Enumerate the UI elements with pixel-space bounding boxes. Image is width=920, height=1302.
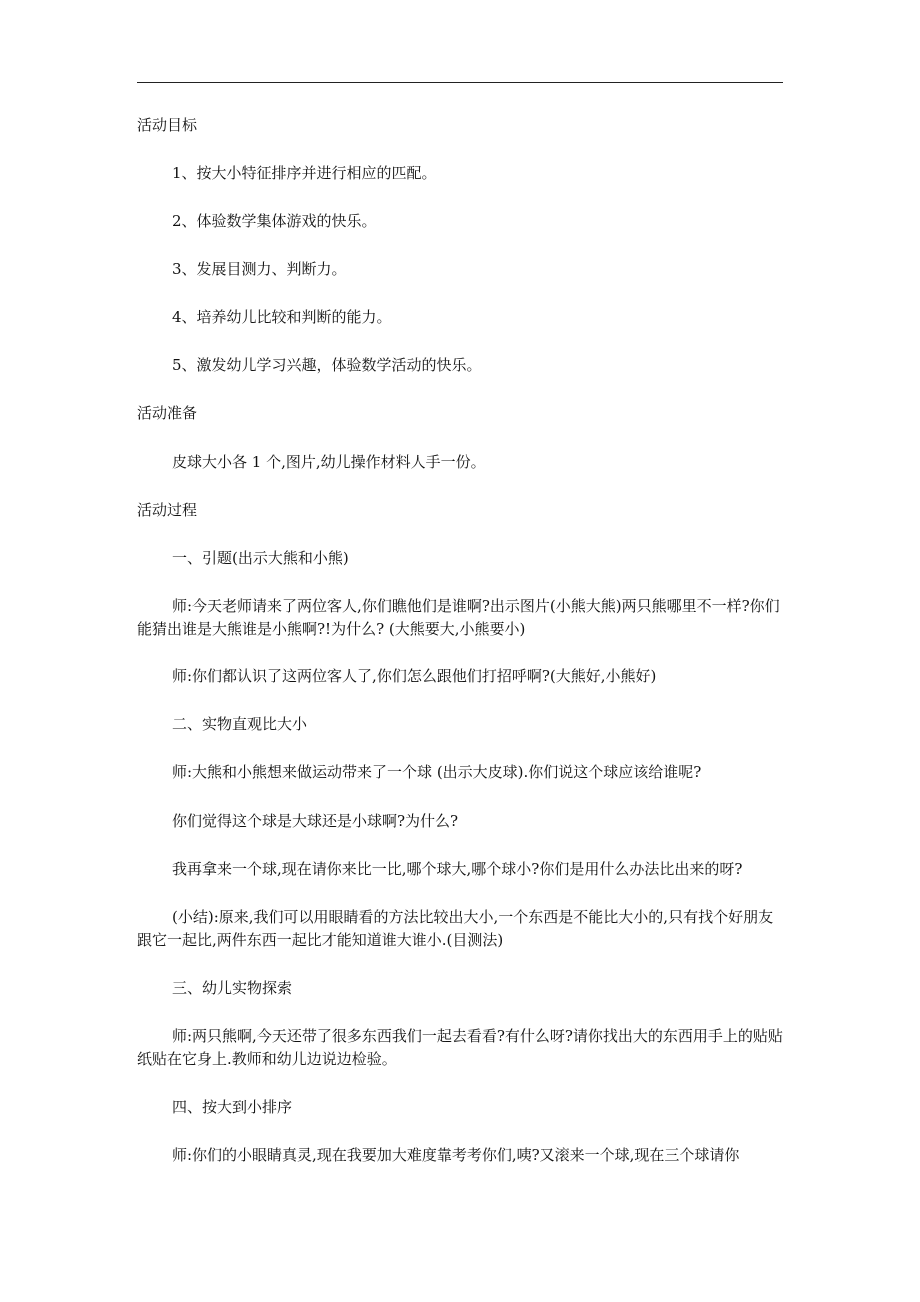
section-heading-goals: 活动目标 xyxy=(137,116,198,134)
paragraph: 师:你们的小眼睛真灵,现在我要加大难度靠考考你们,咦?又滚来一个球,现在三个球请你 xyxy=(172,1146,740,1164)
prep-text: 皮球大小各 1 个,图片,幼儿操作材料人手一份。 xyxy=(172,453,486,471)
step-heading: 三、幼儿实物探索 xyxy=(172,979,293,997)
paragraph: 你们觉得这个球是大球还是小球啊?为什么? xyxy=(172,812,459,830)
goal-item: 4、培养幼儿比较和判断的能力。 xyxy=(172,308,392,326)
step-heading: 二、实物直观比大小 xyxy=(172,715,308,733)
paragraph: 师:两只熊啊,今天还带了很多东西我们一起去看看?有什么呀?请你找出大的东西用手上的贴贴纸贴在它身上.教师和幼儿边说边检验。 xyxy=(137,1027,783,1068)
goal-item: 3、发展目测力、判断力。 xyxy=(172,260,347,278)
goal-item: 2、体验数学集体游戏的快乐。 xyxy=(172,212,377,230)
paragraph: (小结):原来,我们可以用眼睛看的方法比较出大小,一个东西是不能比大小的,只有找个好朋友跟它一起比,两件东西一起比才能知道谁大谁小.(目测法) xyxy=(137,908,774,949)
paragraph: 师:大熊和小熊想来做运动带来了一个球 (出示大皮球).你们说这个球应该给谁呢? xyxy=(172,763,702,781)
section-heading-prep: 活动准备 xyxy=(137,404,198,422)
step-heading: 一、引题(出示大熊和小熊) xyxy=(172,549,349,567)
paragraph: 我再拿来一个球,现在请你来比一比,哪个球大,哪个球小?你们是用什么办法比出来的呀? xyxy=(172,860,743,878)
step-heading: 四、按大到小排序 xyxy=(172,1098,293,1116)
goal-item: 5、激发幼儿学习兴趣，体验数学活动的快乐。 xyxy=(172,356,482,374)
paragraph: 师:你们都认识了这两位客人了,你们怎么跟他们打招呼啊?(大熊好,小熊好) xyxy=(172,667,657,685)
paragraph: 师:今天老师请来了两位客人,你们瞧他们是谁啊?出示图片(小熊大熊)两只熊哪里不一样?你们能猜出谁是大熊谁是小熊啊?!为什么? (大熊要大,小熊要小) xyxy=(137,597,780,638)
header-rule xyxy=(137,82,783,83)
goal-item: 1、按大小特征排序并进行相应的匹配。 xyxy=(172,164,437,182)
section-heading-process: 活动过程 xyxy=(137,501,198,519)
